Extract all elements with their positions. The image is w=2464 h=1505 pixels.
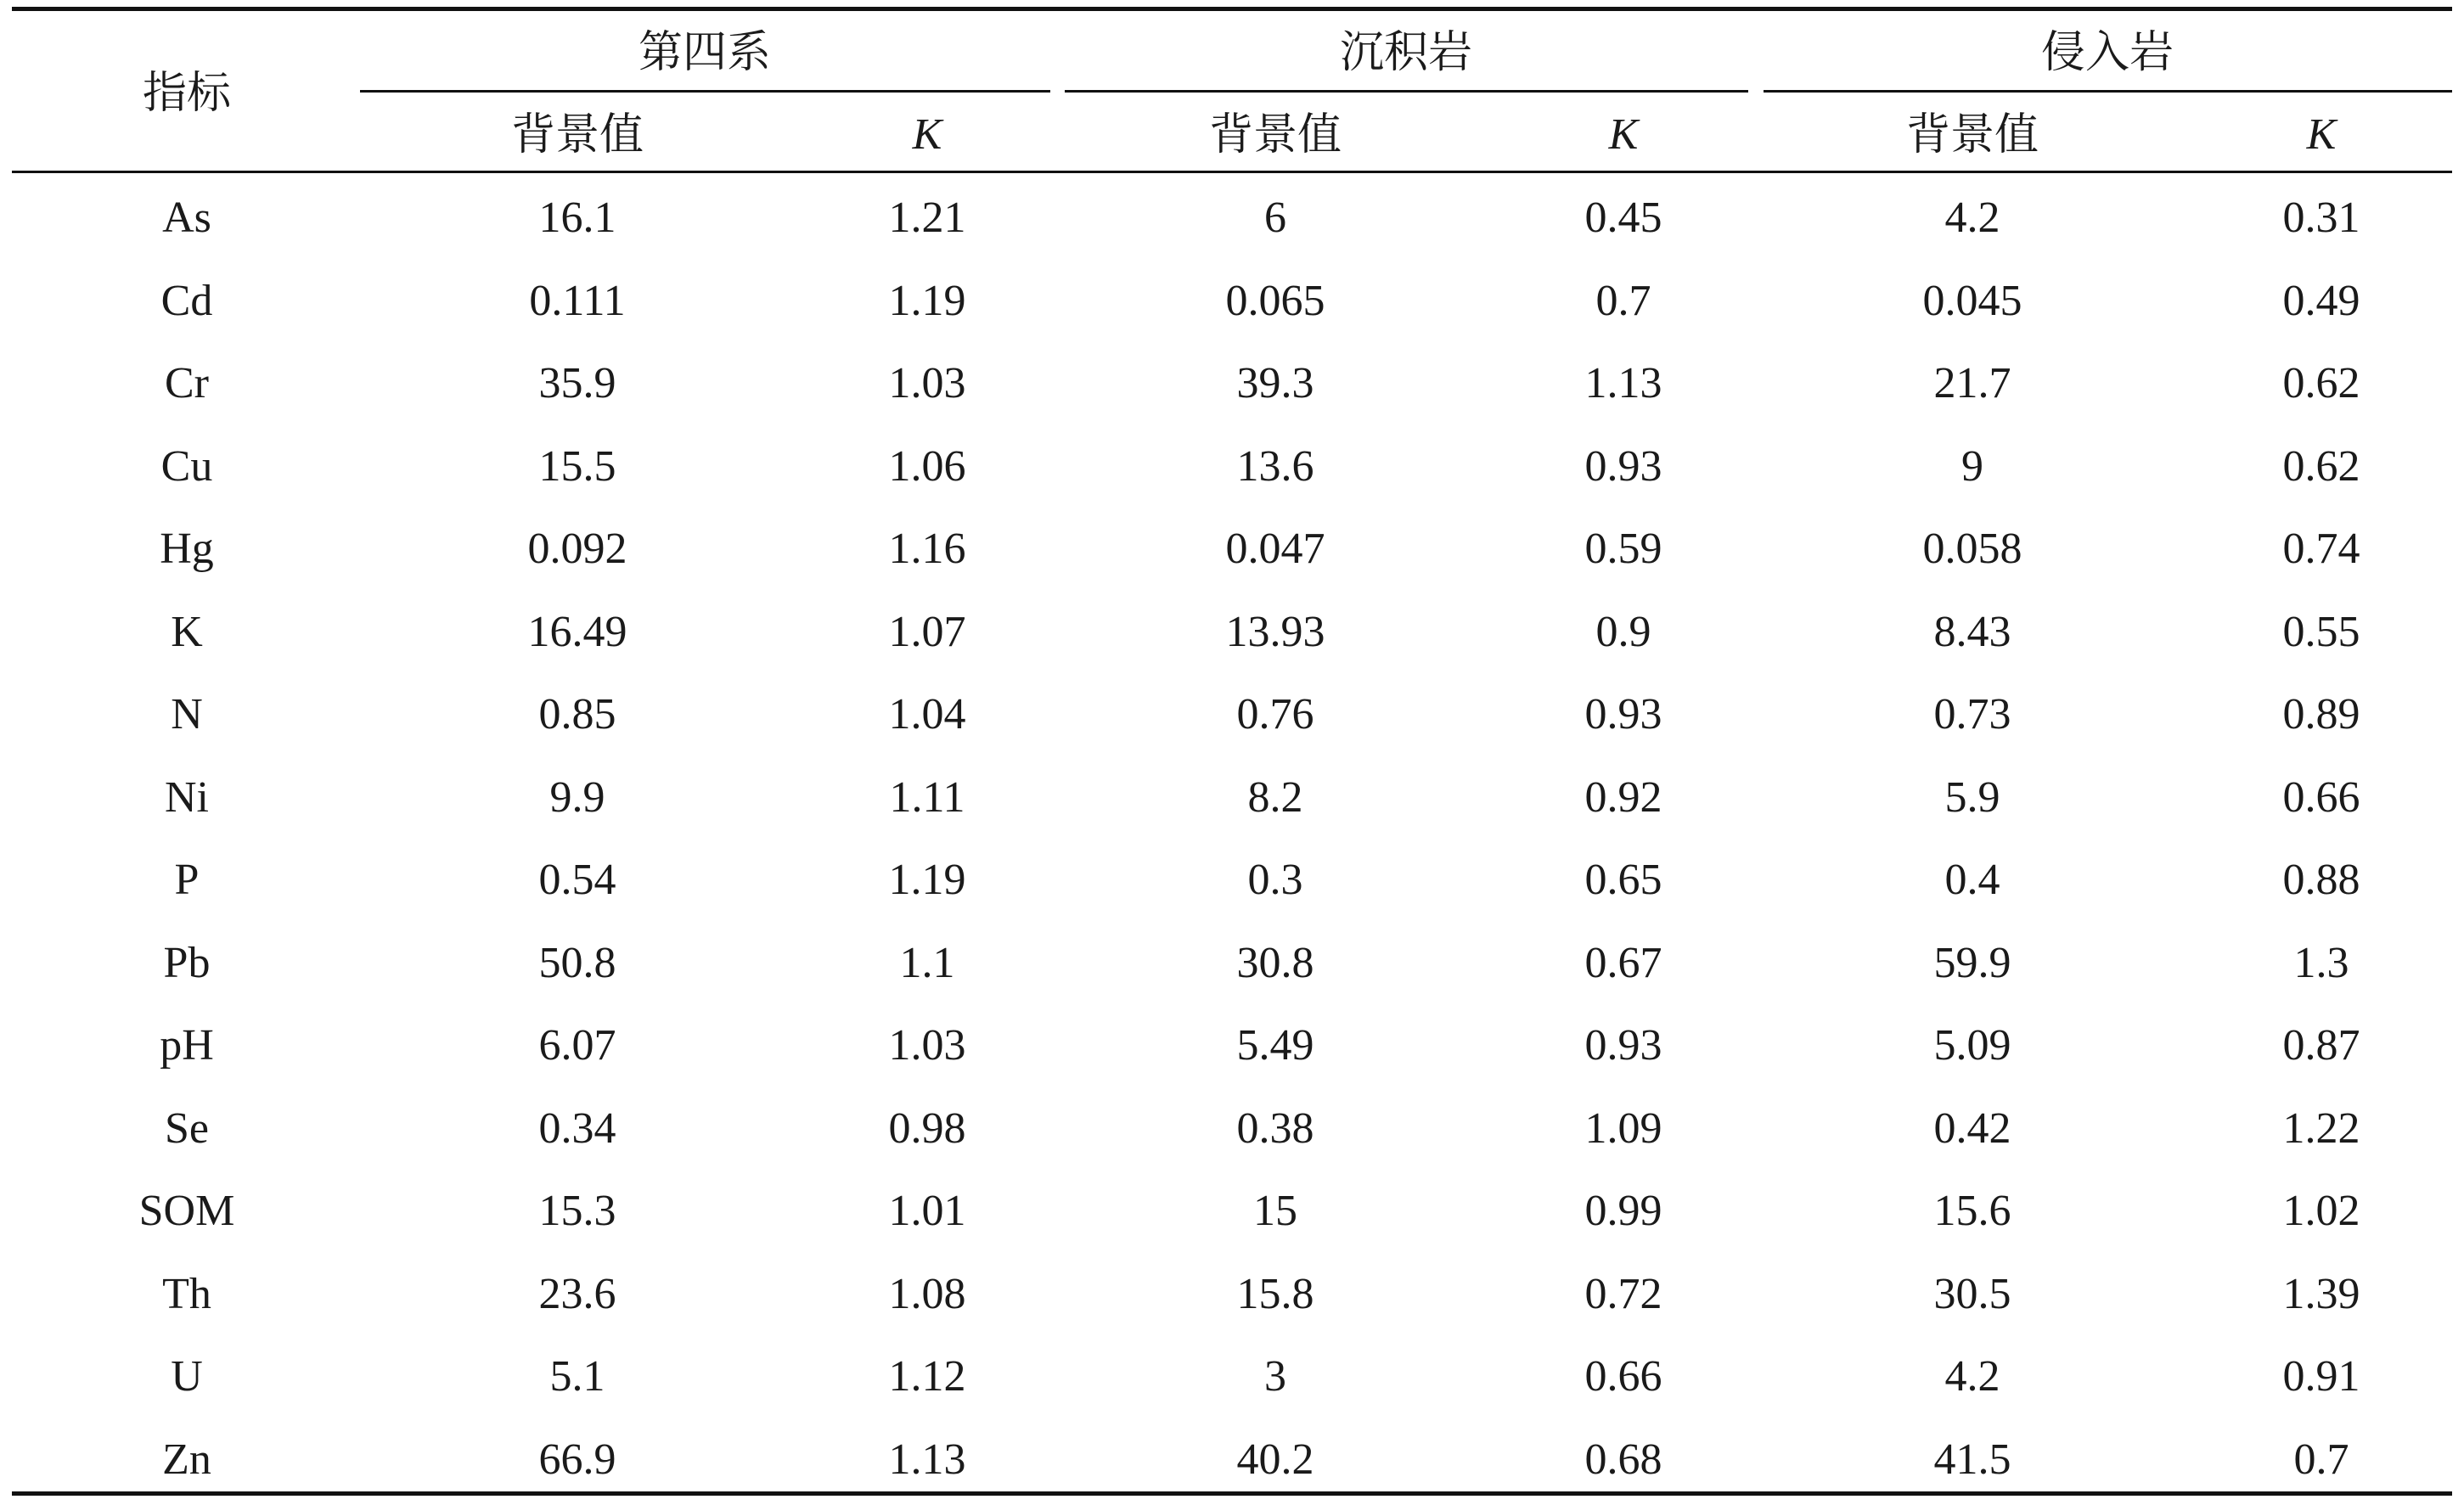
table-cell: 1.03 <box>888 359 966 407</box>
table-cell: 1.07 <box>888 608 966 656</box>
table-cell: 4.2 <box>1944 194 2000 242</box>
table-cell: 0.85 <box>538 690 616 738</box>
table-cell: 0.68 <box>1584 1435 1662 1484</box>
table-cell: 0.34 <box>538 1104 616 1153</box>
table-cell: 0.7 <box>1595 277 1651 325</box>
table-cell: 6.07 <box>538 1021 616 1070</box>
table-cell: 15.3 <box>538 1187 616 1235</box>
table-cell: 1.08 <box>888 1270 966 1318</box>
table-cell: 9 <box>1961 442 1983 491</box>
table-cell: 1.09 <box>1584 1104 1662 1153</box>
table-cell: 5.09 <box>1933 1021 2011 1070</box>
table-cell: 0.89 <box>2282 690 2360 738</box>
row-index-label: Se <box>165 1104 209 1153</box>
table-cell: 1.03 <box>888 1021 966 1070</box>
table-cell: 35.9 <box>538 359 616 407</box>
table-cell: 0.42 <box>1933 1104 2011 1153</box>
group-quaternary-header: 第四系 <box>638 27 772 78</box>
table-cell: 0.9 <box>1595 608 1651 656</box>
table-cell: 0.62 <box>2282 442 2360 491</box>
table-cell: 1.21 <box>888 194 966 242</box>
table-cell: 8.2 <box>1247 773 1303 822</box>
row-index-label: Pb <box>163 939 211 987</box>
index-column-header: 指标 <box>142 68 232 119</box>
table-cell: 3 <box>1264 1352 1286 1401</box>
row-index-label: Cr <box>165 359 209 407</box>
table-cell: 8.43 <box>1933 608 2011 656</box>
table-cell: 15 <box>1253 1187 1297 1235</box>
table-cell: 0.93 <box>1584 690 1662 738</box>
table-cell: 0.93 <box>1584 1021 1662 1070</box>
table-cell: 0.92 <box>1584 773 1662 822</box>
table-cell: 30.8 <box>1236 939 1314 987</box>
table-cell: 13.93 <box>1225 608 1325 656</box>
table-cell: 0.058 <box>1922 525 2022 573</box>
table-cell: 23.6 <box>538 1270 616 1318</box>
row-index-label: Ni <box>165 773 209 822</box>
table-cell: 21.7 <box>1933 359 2011 407</box>
table-cell: 5.49 <box>1236 1021 1314 1070</box>
table-cell: 9.9 <box>549 773 605 822</box>
table-cell: 0.045 <box>1922 277 2022 325</box>
table-cell: 13.6 <box>1236 442 1314 491</box>
table-cell: 0.59 <box>1584 525 1662 573</box>
row-index-label: K <box>171 608 203 656</box>
row-index-label: N <box>171 690 203 738</box>
row-index-label: As <box>162 194 211 242</box>
table-cell: 16.49 <box>527 608 627 656</box>
table-cell: 1.11 <box>889 773 965 822</box>
background-value-header-3: 背景值 <box>1905 110 2039 160</box>
table-cell: 41.5 <box>1933 1435 2011 1484</box>
table-cell: 1.13 <box>888 1435 966 1484</box>
table-cell: 50.8 <box>538 939 616 987</box>
table-cell: 0.91 <box>2282 1352 2360 1401</box>
table-cell: 0.65 <box>1584 856 1662 904</box>
k-header-1: K <box>912 110 942 159</box>
table-cell: 59.9 <box>1933 939 2011 987</box>
table-cell: 1.01 <box>888 1187 966 1235</box>
table-cell: 0.98 <box>888 1104 966 1153</box>
group-sedimentary-header: 沉积岩 <box>1339 27 1473 78</box>
table-cell: 39.3 <box>1236 359 1314 407</box>
table-cell: 0.66 <box>1584 1352 1662 1401</box>
group-intrusive-header: 侵入岩 <box>2040 27 2174 78</box>
table-cell: 5.9 <box>1944 773 2000 822</box>
table-cell: 0.31 <box>2282 194 2360 242</box>
row-index-label: P <box>174 856 200 904</box>
table-cell: 0.3 <box>1247 856 1303 904</box>
k-header-2: K <box>1608 110 1639 159</box>
table-cell: 0.047 <box>1225 525 1325 573</box>
table-cell: 15.8 <box>1236 1270 1314 1318</box>
table-cell: 15.6 <box>1933 1187 2011 1235</box>
table-cell: 0.38 <box>1236 1104 1314 1153</box>
table-cell: 0.092 <box>527 525 627 573</box>
table-cell: 1.39 <box>2282 1270 2360 1318</box>
row-index-label: Cu <box>160 442 213 491</box>
table-cell: 15.5 <box>538 442 616 491</box>
table-cell: 1.13 <box>1584 359 1662 407</box>
row-index-label: U <box>171 1352 203 1401</box>
table-cell: 0.62 <box>2282 359 2360 407</box>
table-cell: 0.76 <box>1236 690 1314 738</box>
table-cell: 5.1 <box>549 1352 605 1401</box>
table-cell: 1.19 <box>888 277 966 325</box>
table-cell: 6 <box>1264 194 1286 242</box>
table-cell: 0.7 <box>2293 1435 2349 1484</box>
table-cell: 0.99 <box>1584 1187 1662 1235</box>
table-cell: 0.45 <box>1584 194 1662 242</box>
table-cell: 40.2 <box>1236 1435 1314 1484</box>
table-bottom-rule <box>12 1491 2452 1496</box>
table-cell: 0.55 <box>2282 608 2360 656</box>
table-cell: 1.3 <box>2293 939 2349 987</box>
table-cell: 0.74 <box>2282 525 2360 573</box>
table-cell: 0.66 <box>2282 773 2360 822</box>
table-cell: 1.12 <box>888 1352 966 1401</box>
table-cell: 66.9 <box>538 1435 616 1484</box>
table-cell: 0.49 <box>2282 277 2360 325</box>
row-index-label: pH <box>160 1021 214 1070</box>
table-cell: 1.1 <box>899 939 955 987</box>
table-cell: 0.111 <box>529 277 626 325</box>
background-value-header-2: 背景值 <box>1208 110 1342 160</box>
table-cell: 30.5 <box>1933 1270 2011 1318</box>
table-cell: 4.2 <box>1944 1352 2000 1401</box>
table-cell: 0.88 <box>2282 856 2360 904</box>
table-cell: 1.02 <box>2282 1187 2360 1235</box>
table-cell: 0.72 <box>1584 1270 1662 1318</box>
row-index-label: SOM <box>138 1187 235 1235</box>
table-cell: 1.04 <box>888 690 966 738</box>
row-index-label: Th <box>162 1270 211 1318</box>
row-index-label: Cd <box>160 277 213 325</box>
table-cell: 0.54 <box>538 856 616 904</box>
background-value-header-1: 背景值 <box>510 110 644 160</box>
table-cell: 0.065 <box>1225 277 1325 325</box>
table-cell: 0.73 <box>1933 690 2011 738</box>
table-cell: 0.87 <box>2282 1021 2360 1070</box>
table-cell: 0.4 <box>1944 856 2000 904</box>
table-cell: 0.93 <box>1584 442 1662 491</box>
table-cell: 1.19 <box>888 856 966 904</box>
table-cell: 1.06 <box>888 442 966 491</box>
table-cell: 16.1 <box>538 194 616 242</box>
table-cell: 0.67 <box>1584 939 1662 987</box>
k-header-3: K <box>2306 110 2337 159</box>
row-index-label: Zn <box>162 1435 211 1484</box>
table-cell: 1.16 <box>888 525 966 573</box>
table-cell: 1.22 <box>2282 1104 2360 1153</box>
row-index-label: Hg <box>160 525 214 573</box>
